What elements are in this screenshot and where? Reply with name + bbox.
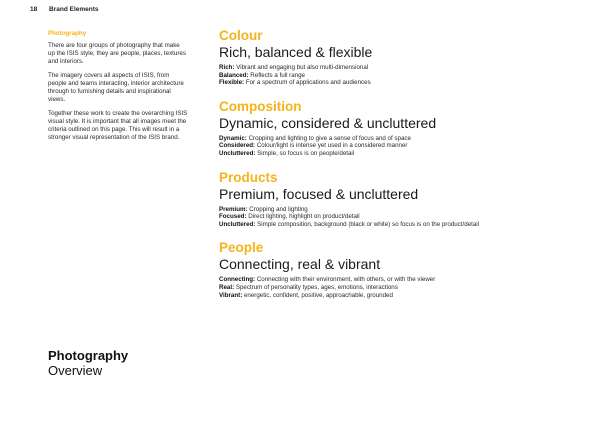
block-heading: Composition <box>219 98 302 114</box>
block-subheading: Dynamic, considered & uncluttered <box>219 114 437 131</box>
page-header <box>30 6 99 13</box>
block-subheading: Connecting, real & vibrant <box>219 256 381 273</box>
intro-label: Photography <box>48 30 87 37</box>
criteria-term: Rich: <box>219 64 235 71</box>
intro-paragraph: The imagery covers all aspects of ISIS, from people and teams interacting, interior architecture through to furnishing details and inspirational views. <box>48 72 184 103</box>
criteria-term: Focused: <box>219 213 247 221</box>
criteria-row <box>219 213 579 221</box>
criteria-term: Dynamic: <box>219 134 247 142</box>
criteria-text: For a spectrum of applications and audiences <box>244 79 371 87</box>
page-number: 18 <box>30 6 38 13</box>
block-subheading: Premium, focused & uncluttered <box>219 185 419 202</box>
criteria-row <box>219 284 579 292</box>
criteria-text: Simple composition, background (black or white) so focus is on the product/detail <box>255 220 480 228</box>
criteria-term: Uncluttered: <box>219 220 256 228</box>
criteria-term: Connecting: <box>219 276 256 284</box>
criteria-row <box>219 206 579 214</box>
intro-paragraph: Together these work to create the overarching ISIS visual style. It is important that all images meet the criteria outlined on this page. This will result in a stronger visual representation of the ISIS brand. <box>48 110 188 141</box>
criteria-term: Balanced: <box>219 71 249 79</box>
criteria-text: Reflects a full range <box>248 71 305 79</box>
block-heading: Colour <box>219 28 263 43</box>
intro-column <box>48 30 188 148</box>
criteria-row <box>219 72 579 80</box>
criteria-block-composition <box>219 99 579 158</box>
criteria-term: Real: <box>219 283 235 291</box>
criteria-text: Direct lighting, highlight on product/detail <box>246 213 360 221</box>
criteria-text: energetic, confident, positive, approachable, grounded <box>242 291 393 299</box>
criteria-text: Spectrum of personality types, ages, emotions, interactions <box>234 283 398 291</box>
criteria-row <box>219 79 579 87</box>
criteria-column <box>219 28 579 311</box>
footer-subtitle: Overview <box>48 363 103 378</box>
criteria-term: Considered: <box>219 142 256 150</box>
criteria-term: Premium: <box>219 205 248 213</box>
criteria-row <box>219 276 579 284</box>
criteria-row <box>219 221 579 229</box>
criteria-term: Uncluttered: <box>219 149 256 157</box>
page-footer-title <box>48 348 128 378</box>
criteria-text: Connecting with their environment, with others, or with the viewer <box>255 276 436 284</box>
criteria-row <box>219 150 579 158</box>
criteria-block-colour <box>219 28 579 87</box>
criteria-term: Flexible: <box>219 79 245 87</box>
block-subheading: Rich, balanced & flexible <box>219 44 373 60</box>
criteria-row <box>219 135 579 143</box>
criteria-row <box>219 142 579 150</box>
criteria-row <box>219 64 579 72</box>
criteria-term: Vibrant: <box>219 291 243 299</box>
criteria-text: Vibrant and engaging but also multi-dimensional <box>234 64 369 71</box>
section-title: Brand Elements <box>49 6 99 13</box>
footer-title: Photography <box>48 348 129 363</box>
intro-paragraph: There are four groups of photography that make up the ISIS style, they are people, places, textures and interiors. <box>48 42 186 65</box>
criteria-row <box>219 292 579 300</box>
block-heading: People <box>219 240 264 256</box>
criteria-block-products <box>219 170 579 229</box>
block-heading: Products <box>219 169 278 185</box>
criteria-text: Colour/light is intense yet used in a considered manner <box>255 142 408 150</box>
criteria-text: Cropping and lighting <box>247 205 308 213</box>
criteria-text: Simple, so focus is on people/detail <box>255 149 355 157</box>
criteria-text: Cropping and lighting to give a sense of focus and of space <box>246 134 411 142</box>
criteria-block-people <box>219 240 579 299</box>
